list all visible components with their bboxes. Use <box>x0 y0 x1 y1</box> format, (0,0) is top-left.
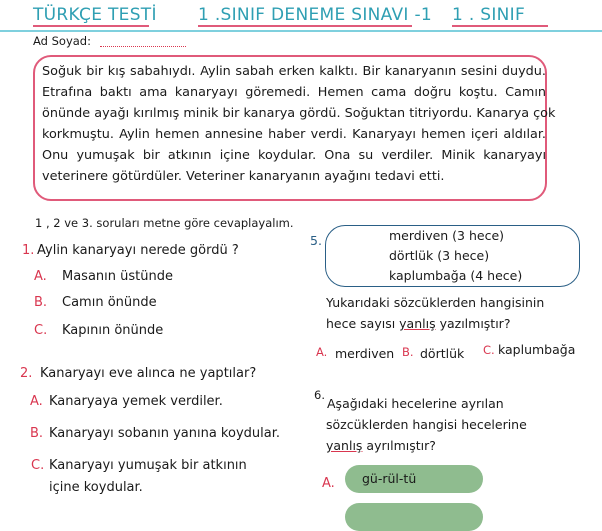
q6-text-line3: yanlış ayrılmıştır? <box>326 438 436 453</box>
q5-text-line1: Yukarıdaki sözcüklerden hangisinin <box>326 295 545 310</box>
header-rule <box>0 30 602 32</box>
q1-option-c[interactable]: Kapının önünde <box>62 323 164 338</box>
grade-underline <box>452 25 548 27</box>
q5-option-c[interactable]: kaplumbağa <box>498 342 576 357</box>
q6-text-line1: Aşağıdaki hecelerine ayrılan <box>327 396 504 411</box>
q5-option-b[interactable]: dörtlük <box>420 346 465 361</box>
passage-line: önünde ayağı kırılmış minik bir kanarya gördü. Soğuktan titriyordu. Kanarya çok <box>42 106 556 121</box>
q1-text: Aylin kanaryayı nerede gördü ? <box>37 243 239 258</box>
q2-option-b[interactable]: Kanaryayı sobanın yanına koydular. <box>49 426 280 441</box>
title-underline <box>33 25 149 27</box>
q5-option-letter: B. <box>402 345 414 359</box>
q2-text: Kanaryayı eve alınca ne yaptılar? <box>40 366 257 381</box>
q2-number: 2. <box>20 366 33 381</box>
passage-line: Onu yumuşak bir atkının içine koydular. Ona su verdiler. Minik kanaryayı <box>42 148 546 163</box>
q2-option-letter: C. <box>31 458 45 473</box>
passage-line: korkmuştu. Aylin hemen annesine haber verdi. Kanaryayı hemen içeri aldılar. <box>42 127 546 142</box>
wrong-word: yanlış <box>399 316 436 331</box>
q6-option-letter: A. <box>322 476 335 491</box>
q1-option-b[interactable]: Camın önünde <box>62 295 157 310</box>
syllable-item: dörtlük (3 hece) <box>389 248 490 263</box>
syllable-item: merdiven (3 hece) <box>389 228 505 243</box>
name-field[interactable] <box>100 46 186 47</box>
passage-line: Etrafına baktı ama kanaryayı göremedi. Hemen cama doğru koştu. Camın <box>42 85 546 100</box>
q5-number: 5. <box>310 233 322 248</box>
q1-option-letter: B. <box>34 295 48 310</box>
q1-number: 1. <box>22 243 35 258</box>
passage-line: Soğuk bir kış sabahıydı. Aylin sabah erken kalktı. Bir kanaryanın sesini duydu. <box>42 64 546 79</box>
q2-option-a[interactable]: Kanaryaya yemek verdiler. <box>49 394 223 409</box>
q2-option-c-line2: içine koydular. <box>49 480 143 495</box>
grade-label: 1 . SINIF <box>452 5 526 25</box>
q2-option-c[interactable]: Kanaryayı yumuşak bir atkının <box>49 458 247 473</box>
q2-option-letter: B. <box>30 426 44 441</box>
q5-option-letter: A. <box>316 345 328 359</box>
q1-option-a[interactable]: Masanın üstünde <box>62 269 173 284</box>
exam-underline <box>198 25 412 27</box>
test-title: TÜRKÇE TESTİ <box>33 5 157 25</box>
exam-title: 1 .SINIF DENEME SINAVI -1 <box>198 5 433 25</box>
instruction-text: 1 , 2 ve 3. soruları metne göre cevaplayalım. <box>35 216 294 230</box>
wrong-word: yanlış <box>326 438 363 453</box>
q1-option-letter: C. <box>34 323 48 338</box>
q1-option-letter: A. <box>34 269 47 284</box>
q6-option-a: gü-rül-tü <box>362 471 417 486</box>
q5-text-line2: hece sayısı yanlış yazılmıştır? <box>326 316 511 331</box>
name-label: Ad Soyad: <box>33 34 91 48</box>
q6-number: 6. <box>314 388 325 402</box>
passage-line: veterinere götürdüler. Veteriner kanaryanın ayağını tedavi etti. <box>42 169 445 184</box>
syllable-item: kaplumbağa (4 hece) <box>389 268 523 283</box>
q5-option-letter: C. <box>483 343 495 357</box>
q6-text-line2: sözcüklerden hangisi hecelerine <box>326 417 527 432</box>
q6-option-b-pill[interactable] <box>345 503 483 531</box>
q2-option-letter: A. <box>30 394 43 409</box>
q5-option-a[interactable]: merdiven <box>335 346 395 361</box>
